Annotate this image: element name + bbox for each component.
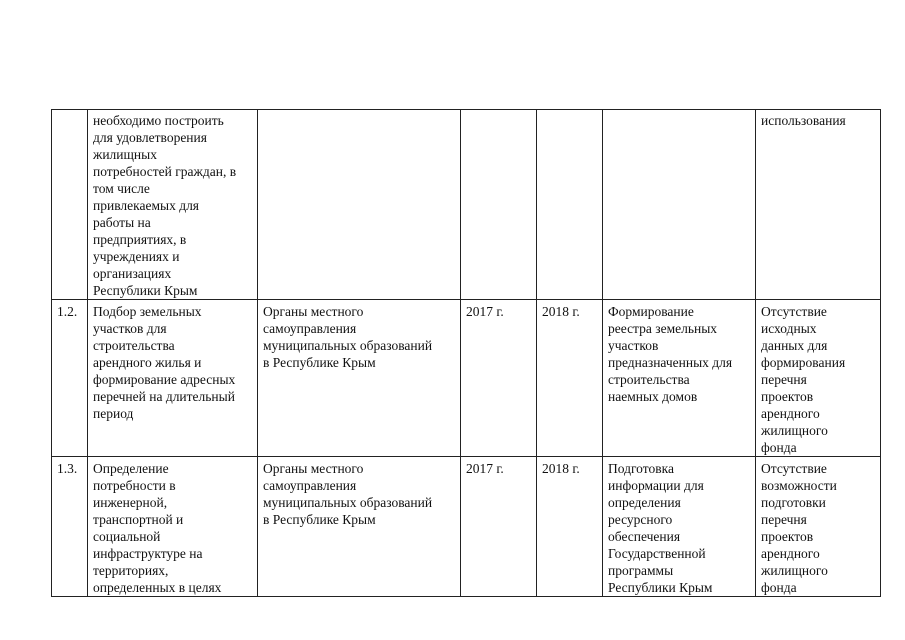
row-number bbox=[52, 110, 88, 300]
executor-cell: Органы местного самоуправления муниципальных образований в Республике Крым bbox=[258, 300, 461, 457]
executor-cell bbox=[258, 110, 461, 300]
executor-cell: Органы местного самоуправления муниципальных образований в Республике Крым bbox=[258, 457, 461, 597]
risk-cell: Отсутствие возможности подготовки перечня проектов арендного жилищного фонда bbox=[756, 457, 881, 597]
result-cell: Формирование реестра земельных участков предназначенных для строительства наемных домов bbox=[603, 300, 756, 457]
measures-table bbox=[51, 109, 881, 597]
start-date-cell bbox=[461, 110, 537, 300]
risk-cell: использования bbox=[756, 110, 881, 300]
table-row bbox=[52, 300, 881, 457]
row-number: 1.2. bbox=[52, 300, 88, 457]
activity-cell: Подбор земельных участков для строительства арендного жилья и формирование адресных перечней на длительный период bbox=[88, 300, 258, 457]
table-row bbox=[52, 457, 881, 597]
row-number: 1.3. bbox=[52, 457, 88, 597]
activity-cell: Определение потребности в инженерной, транспортной и социальной инфраструктуре на территориях, определенных в целях bbox=[88, 457, 258, 597]
result-cell bbox=[603, 110, 756, 300]
start-date-cell: 2017 г. bbox=[461, 300, 537, 457]
start-date-cell: 2017 г. bbox=[461, 457, 537, 597]
result-cell: Подготовка информации для определения ресурсного обеспечения Государственной программы Республики Крым bbox=[603, 457, 756, 597]
end-date-cell: 2018 г. bbox=[537, 300, 603, 457]
activity-cell: необходимо построить для удовлетворения жилищных потребностей граждан, в том числе привлекаемых для работы на предприятиях, в учреждениях и организациях Республики Крым bbox=[88, 110, 258, 300]
end-date-cell: 2018 г. bbox=[537, 457, 603, 597]
risk-cell: Отсутствие исходных данных для формирования перечня проектов арендного жилищного фонда bbox=[756, 300, 881, 457]
table-row bbox=[52, 110, 881, 300]
end-date-cell bbox=[537, 110, 603, 300]
